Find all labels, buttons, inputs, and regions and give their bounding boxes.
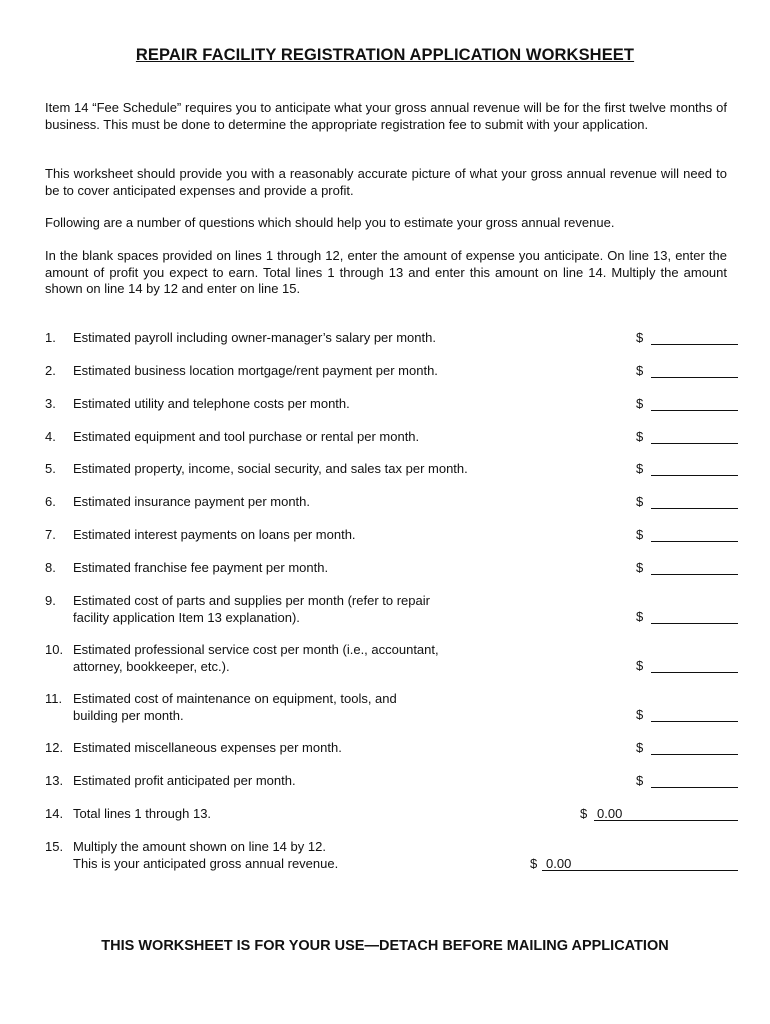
amount-field-item-13[interactable] [636,772,738,788]
intro-paragraph-instructions: In the blank spaces provided on lines 1 through 12, enter the amount of expense you anticipate. On line 13, enter the amount of profit you expect to earn. Total lines 1 through 13 and enter this amount on line 14. Multiply the amount shown on line 14 by 12 and enter on line 15. [45,248,727,296]
intro-paragraph-fee-schedule: Item 14 “Fee Schedule” requires you to anticipate what your gross annual revenue will be for the first twelve months of business. This must be done to determine the appropriate registration fee to submit with your application. [45,100,727,132]
item-number: 10. [45,642,64,657]
amount-field-item-9[interactable] [636,608,738,624]
amount-input-item-3[interactable] [651,395,738,411]
item-number: 14. [45,806,64,821]
worksheet-item-1 [45,330,436,347]
item-label: Estimated interest payments on loans per month. [73,527,356,542]
amount-input-item-12[interactable] [651,739,738,755]
dollar-sign: $ [636,461,644,476]
item-label-line-1: Estimated cost of maintenance on equipment, tools, and [73,691,397,706]
item-label: Estimated equipment and tool purchase or rental per month. [73,429,420,444]
item-number: 4. [45,429,56,444]
item-label-line-1: Estimated cost of parts and supplies per month (refer to repair [73,593,430,608]
item-label: Estimated insurance payment per month. [73,494,311,509]
amount-field-item-3[interactable] [636,395,738,411]
item-number: 2. [45,363,56,378]
amount-field-item-15[interactable] [530,855,738,871]
dollar-sign: $ [636,773,644,788]
item-number: 5. [45,461,56,476]
worksheet-item-14 [45,806,211,823]
amount-input-item-6[interactable] [651,493,738,509]
amount-input-item-11[interactable] [651,706,738,722]
gross-annual-revenue-input[interactable]: 0.00 [542,856,738,871]
dollar-sign: $ [636,527,644,542]
item-label-line-2: This is your anticipated gross annual revenue. [73,855,339,871]
amount-input-item-2[interactable] [651,362,738,378]
item-number: 9. [45,593,56,608]
amount-field-item-7[interactable] [636,526,738,542]
item-label: Estimated franchise fee payment per month. [73,560,329,575]
item-label: Estimated utility and telephone costs per month. [73,396,350,411]
amount-field-item-8[interactable] [636,559,738,575]
page-title: REPAIR FACILITY REGISTRATION APPLICATION WORKSHEET [135,46,635,64]
amount-input-item-13[interactable] [651,772,738,788]
intro-paragraph-questions: Following are a number of questions which should help you to estimate your gross annual revenue. [45,215,615,230]
amount-input-item-8[interactable] [651,559,738,575]
item-label-line-1: Estimated professional service cost per month (i.e., accountant, [73,642,439,657]
item-number: 7. [45,527,56,542]
worksheet-item-5 [45,461,468,478]
intro-paragraph-purpose: This worksheet should provide you with a reasonably accurate picture of what your gross annual revenue will need to be to cover anticipated expenses and provide a profit. [45,166,727,198]
worksheet-item-12 [45,740,342,757]
amount-field-item-1[interactable] [636,329,738,345]
item-number: 3. [45,396,56,411]
item-number: 6. [45,494,56,509]
dollar-sign: $ [580,806,588,821]
item-label: Total lines 1 through 13. [73,806,212,821]
worksheet-item-7 [45,527,356,544]
amount-field-item-11[interactable] [636,706,738,722]
worksheet-item-11 [45,691,397,724]
worksheet-item-10 [45,642,439,675]
item-label: Estimated property, income, social security, and sales tax per month. [73,461,468,476]
detach-notice: THIS WORKSHEET IS FOR YOUR USE—DETACH BEFORE MAILING APPLICATION [101,938,669,954]
item-label-line-1: Multiply the amount shown on line 14 by 12. [73,839,326,854]
dollar-sign: $ [636,396,644,411]
amount-input-item-5[interactable] [651,460,738,476]
item-number: 1. [45,330,56,345]
dollar-sign: $ [636,707,644,722]
item-label-line-2: facility application Item 13 explanation). [73,609,300,625]
amount-field-item-6[interactable] [636,493,738,509]
dollar-sign: $ [636,363,644,378]
amount-input-item-7[interactable] [651,526,738,542]
amount-field-item-14[interactable] [580,805,738,821]
worksheet-item-8 [45,560,328,577]
dollar-sign: $ [636,330,644,345]
worksheet-item-2 [45,363,438,380]
worksheet-item-3 [45,396,350,413]
amount-field-item-12[interactable] [636,739,738,755]
item-label: Estimated payroll including owner-manager’s salary per month. [73,330,436,345]
item-number: 8. [45,560,56,575]
dollar-sign: $ [636,494,644,509]
amount-field-item-2[interactable] [636,362,738,378]
amount-input-item-10[interactable] [651,657,738,673]
item-label-line-2: building per month. [73,707,184,723]
worksheet-item-4 [45,429,419,446]
item-number: 11. [45,691,63,706]
amount-field-item-10[interactable] [636,657,738,673]
amount-field-item-5[interactable] [636,460,738,476]
item-number: 15. [45,839,64,854]
amount-input-item-4[interactable] [651,428,738,444]
dollar-sign: $ [636,740,644,755]
total-monthly-input[interactable]: 0.00 [594,806,738,821]
item-label: Estimated business location mortgage/rent payment per month. [73,363,438,378]
item-number: 13. [45,773,64,788]
item-label: Estimated profit anticipated per month. [73,773,296,788]
item-label: Estimated miscellaneous expenses per month. [73,740,342,755]
worksheet-item-15 [45,839,338,872]
amount-input-item-9[interactable] [651,608,738,624]
worksheet-item-13 [45,773,296,790]
dollar-sign: $ [636,560,644,575]
dollar-sign: $ [636,658,644,673]
amount-field-item-4[interactable] [636,428,738,444]
worksheet-item-6 [45,494,310,511]
amount-input-item-1[interactable] [651,329,738,345]
dollar-sign: $ [636,609,644,624]
dollar-sign: $ [636,429,644,444]
dollar-sign: $ [530,856,538,871]
item-number: 12. [45,740,64,755]
item-label-line-2: attorney, bookkeeper, etc.). [73,658,230,674]
worksheet-item-9 [45,593,430,626]
